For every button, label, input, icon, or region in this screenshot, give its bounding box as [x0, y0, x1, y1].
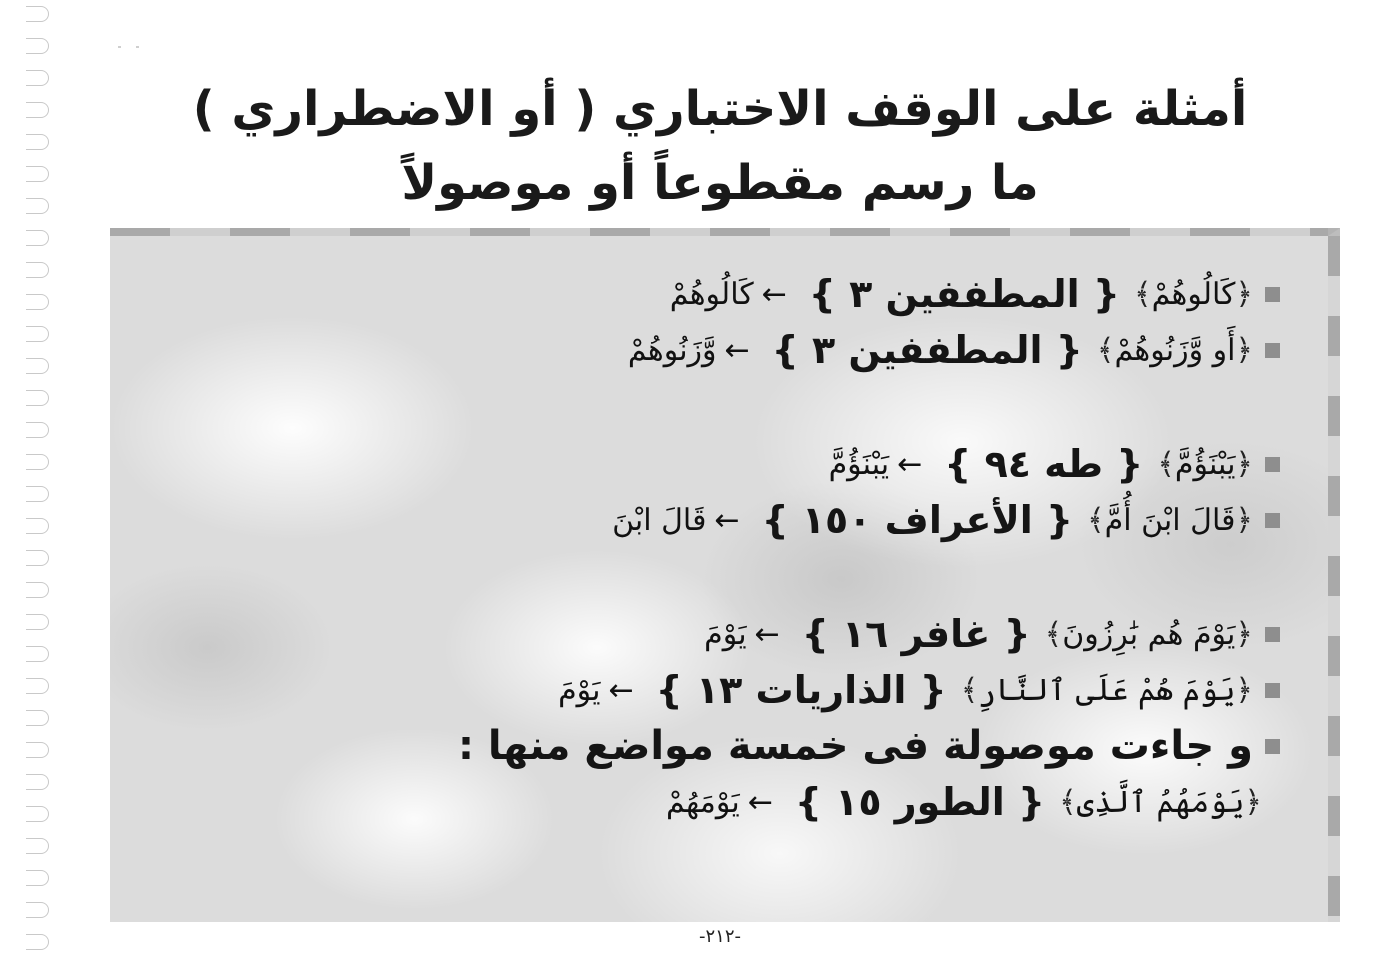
- binding-ring: [26, 486, 49, 502]
- square-bullet-icon: [1265, 683, 1280, 698]
- ornate-bracket-close-icon: ﴾: [1133, 276, 1152, 312]
- title-line-1: أمثلة على الوقف الاختباري ( أو الاضطراري ): [192, 81, 1248, 137]
- verse-quote: يَبْنَؤُمَّ: [1174, 446, 1236, 482]
- example-row: [180, 266, 1280, 322]
- ornate-bracket-open-icon: ﴿: [1235, 672, 1253, 708]
- stop-form: يَوْمَ: [704, 616, 747, 652]
- ornate-bracket-open-icon: ﴿: [1244, 784, 1262, 820]
- surah-reference: { الأعراف ١٥٠ }: [761, 498, 1074, 542]
- binding-ring: [26, 806, 49, 822]
- binding-ring: [26, 358, 49, 374]
- connected-forms-statement: و جاءت موصولة فى خمسة مواضع منها :: [458, 723, 1253, 769]
- title-line-2: ما رسم مقطوعاً أو موصولاً: [401, 155, 1039, 211]
- surah-reference: { طه ٩٤ }: [944, 442, 1144, 486]
- slide-panel: [110, 228, 1340, 922]
- page-number: -٢١٢-: [698, 926, 741, 947]
- binding-ring: [26, 870, 49, 886]
- ornate-bracket-close-icon: ﴾: [1087, 502, 1105, 538]
- binding-ring: [26, 582, 49, 598]
- verse-quote: قَالَ ابْنَ أُمَّ: [1104, 502, 1236, 538]
- ornate-bracket-open-icon: ﴿: [1235, 276, 1253, 312]
- example-row: [180, 774, 1280, 830]
- ornate-bracket-close-icon: ﴾: [1157, 446, 1175, 482]
- ornate-bracket-open-icon: ﴿: [1235, 332, 1253, 368]
- binding-ring: [26, 902, 49, 918]
- square-bullet-icon: [1265, 343, 1280, 358]
- example-row: [180, 662, 1280, 718]
- arrow-left-icon: ←: [897, 446, 923, 482]
- surah-reference: { المطففين ٣ }: [808, 272, 1120, 316]
- scan-speck: [136, 46, 139, 48]
- surah-reference: { الطور ١٥ }: [794, 780, 1046, 824]
- binding-ring: [26, 710, 49, 726]
- binding-ring: [26, 518, 49, 534]
- binding-ring: [26, 646, 49, 662]
- arrow-left-icon: ←: [761, 276, 787, 312]
- binding-ring: [26, 614, 49, 630]
- stop-form: يَوْمَ: [558, 672, 601, 708]
- binding-ring: [26, 38, 49, 54]
- binding-ring: [26, 742, 49, 758]
- ornate-bracket-close-icon: ﴾: [960, 672, 979, 708]
- binding-ring: [26, 326, 49, 342]
- stop-form: يَوْمَهُمْ: [666, 784, 740, 820]
- square-bullet-icon: [1265, 457, 1280, 472]
- binding-ring: [26, 422, 49, 438]
- page-title: [180, 72, 1260, 220]
- binding-ring: [26, 6, 49, 22]
- binding-ring: [26, 934, 49, 950]
- binding-ring: [26, 454, 49, 470]
- example-row: [180, 322, 1280, 378]
- binding-ring: [26, 294, 49, 310]
- verse-quote: أَو وَّزَنُوهُمْ: [1114, 332, 1236, 368]
- scan-speck: [118, 46, 121, 48]
- binding-ring: [26, 102, 49, 118]
- binding-ring: [26, 678, 49, 694]
- binding-ring: [26, 838, 49, 854]
- stop-form: قَالَ ابْنَ: [612, 502, 707, 538]
- verse-quote: يَوْمَ هُم بَٰرِزُونَ: [1062, 616, 1236, 652]
- ornate-bracket-close-icon: ﴾: [1044, 616, 1063, 652]
- verse-quote: كَالُوهُمْ: [1151, 276, 1236, 312]
- arrow-left-icon: ←: [714, 502, 740, 538]
- example-row: [180, 492, 1280, 548]
- square-bullet-icon: [1265, 287, 1280, 302]
- square-bullet-icon: [1265, 627, 1280, 642]
- binding-ring: [26, 774, 49, 790]
- example-row: [180, 436, 1280, 492]
- binding-ring: [26, 198, 49, 214]
- surah-reference: { المطففين ٣ }: [771, 328, 1083, 372]
- surah-reference: { الذاريات ١٣ }: [655, 668, 947, 712]
- binding-ring: [26, 390, 49, 406]
- binding-ring: [26, 230, 49, 246]
- square-bullet-icon: [1265, 513, 1280, 528]
- ornate-bracket-open-icon: ﴿: [1235, 446, 1253, 482]
- verse-quote: يَوْمَهُمُ ٱلَّذِى: [1076, 784, 1245, 820]
- arrow-left-icon: ←: [608, 672, 634, 708]
- binding-ring: [26, 70, 49, 86]
- square-bullet-icon: [1265, 739, 1280, 754]
- arrow-left-icon: ←: [724, 332, 750, 368]
- surah-reference: { غافر ١٦ }: [801, 612, 1031, 656]
- verse-quote: يَوْمَ هُمْ عَلَى ٱلنَّارِ: [978, 672, 1236, 708]
- ornate-bracket-close-icon: ﴾: [1096, 332, 1115, 368]
- stop-form: وَّزَنُوهُمْ: [627, 332, 717, 368]
- examples-list: [180, 266, 1280, 830]
- arrow-left-icon: ←: [754, 616, 780, 652]
- ornate-bracket-open-icon: ﴿: [1235, 502, 1253, 538]
- stop-form: كَالُوهُمْ: [669, 276, 754, 312]
- ornate-bracket-open-icon: ﴿: [1235, 616, 1253, 652]
- binding-ring: [26, 550, 49, 566]
- arrow-left-icon: ←: [747, 784, 773, 820]
- spiral-binding: [26, 0, 56, 973]
- ornate-bracket-close-icon: ﴾: [1059, 784, 1077, 820]
- binding-ring: [26, 166, 49, 182]
- binding-ring: [26, 134, 49, 150]
- binding-ring: [26, 262, 49, 278]
- example-row: [180, 606, 1280, 662]
- stop-form: يَبْنَؤُمَّ: [828, 446, 890, 482]
- statement-row: [180, 718, 1280, 774]
